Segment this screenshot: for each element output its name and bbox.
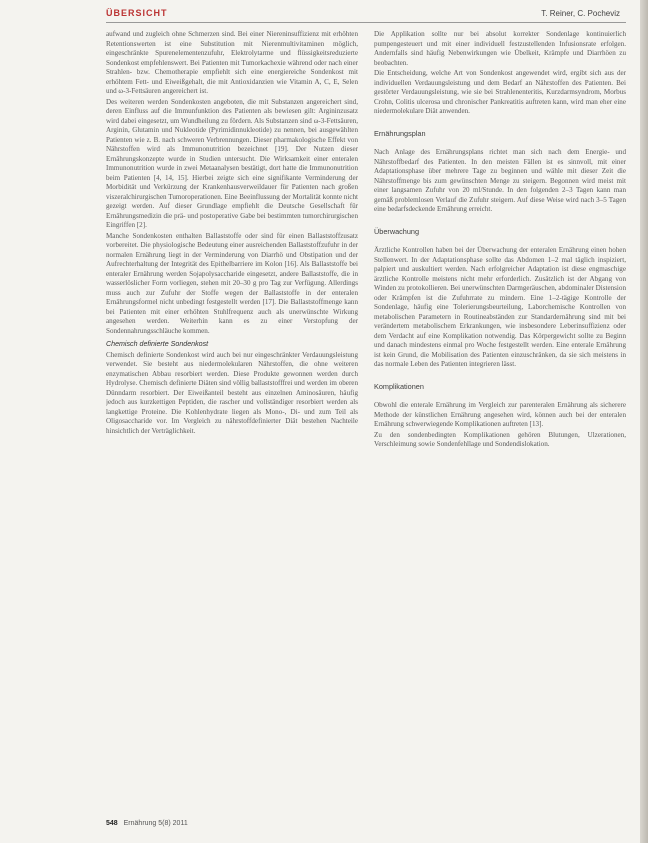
paragraph: Die Applikation sollte nur bei absolut korrekter Sondenlage kontinuierlich pumpengesteuert und mit einer individuell festzustellenden Infusionsrate erfolgen. Andernfalls sind häufig Nebenwirkungen wie Übelkeit, Krämpfe und Diarrhöen zu beobachten. — [374, 30, 626, 67]
italic-subheading: Chemisch definierte Sondenkost — [106, 340, 209, 348]
section-heading-komplikationen: Komplikationen — [374, 381, 424, 391]
section-heading-ueberwachung: Überwachung — [374, 226, 420, 236]
paragraph: Ärztliche Kontrollen haben bei der Überwachung der enteralen Ernährung einen hohen Stellenwert. In der Adaptationsphase sollte das Abdomen 1–2 mal täglich inspiziert, palpiert und auskultiert werden. Nach erfolgreicher Adaptation ist diese engmaschige ärztliche Kontrolle meistens nicht mehr erforderlich. Zusätzlich ist der Abgang von Winden zu protokollieren. Bei unerwünschten Darmgeräuschen, abdominaler Distension oder Krämpfen ist die Zufuhrrate zu mindern. Eine 1–2-tägige Kontrolle der Sondenlage, häufig eine Tolerierungsbeurteilung, Laborchemische Kontrollen von metabolischen Parametern in Routineabständen zur Standardernährung sind mit bei verändertem metabolischem Erkrankungen, wie insbesondere Leberinsuffizienz oder dem Verdacht auf eine Komplikation notwendig. Das Körpergewicht sollte zu Beginn und danach mindestens einmal pro Woche festgestellt werden. Eine enterale Ernährung ist kein Grund, die Mobilisation des Patienten einzuschränken, da sie sich meistens in das normale Leben des Patienten integrieren lässt. — [374, 246, 626, 368]
paragraph: aufwand und zugleich ohne Schmerzen sind. Bei einer Niereninsuffizienz mit erhöhten Retentionswerten ist eine Substitution mit Nierenmultivitaminen möglich, eingeschränkte Spurenelementenzufuhr, Elektrolytarme und flüssigkeitsreduzierte Sondenkost empfehlenswert. Bei Patienten mit Tumorkachexie während oder nach einer Strahlen- bzw. Chemotherapie empfiehlt sich eine energiereiche Sondenkost mit erhöhtem Fett- und Eiweißgehalt, die mit Antioxidanzien wie Vitamin A, C, E, Selen und ω-3-Fettsäuren angereichert ist. — [106, 30, 358, 95]
page-footer — [106, 820, 188, 827]
page-edge-shadow — [640, 0, 648, 843]
left-column — [106, 30, 358, 805]
paragraph: Chemisch definierte Sondenkost wird auch bei nur eingeschränkter Verdauungsleistung verwendet. Sie besteht aus niedermolekularen Nährstoffen, die ohne weiteren enzymatischen Abbau resorbiert werden. Diese Produkte gewonnen werden durch Hydrolyse. Chemisch definierte Diäten sind völlig ballaststofffrei und werden im oberen Dünndarm resorbiert. Der Eiweißanteil besteht aus einzelnen Aminosäuren, häufig jedoch aus kurzkettigen Peptiden, die rascher und vollständiger resorbiert werden als langkettige Proteine. Die Kohlenhydrate liegen als Mono-, Di- und zum Teil als Oligosaccharide vor. Im Vergleich zu nährstoffdefinierter Diät bestehen Nachteile hinsichtlich der Verträglichkeit. — [106, 350, 358, 435]
running-head-authors: T. Reiner, C. Pocheviz — [541, 9, 620, 18]
page-number: 548 — [106, 820, 118, 827]
section-heading-ernaehrungsplan: Ernährungsplan — [374, 128, 426, 138]
paragraph: Des weiteren werden Sondenkosten angeboten, die mit Substanzen angereichert sind, deren Einfluss auf die Immunfunktion des Patienten als bewiesen gilt: Argininzusatz wird dabei eingesetzt, um Wundheilung zu fördern. Als Substanzen sind ω-3-Fettsäuren, Arginin, Glutamin und Nukleotide (Pyrimidinnukleotide) zu nennen, bei ausgewählten Patienten wie z. B. nach schweren Verbrennungen. Dieser pharmakologische Effekt von Nährstoffen wird als Immunonutrition bezeichnet [19]. Der Nutzen dieser Ernährungskonzepte wurde in Studien untersucht. Die Wirksamkeit einer enteralen Immunonutrition wurde in zwei Metaanalysen bestätigt, dort hatte die Immunonutrition beim Patienten [4, 14, 15]. Hierbei zeigte sich eine signifikante Verminderung der Morbidität und Verkürzung der Krankenhausverweildauer für Patienten nach großen viszeralchirurgischen Tumoroperationen. Eine Beeinflussung der Mortalität konnte nicht gezeigt werden. Auf dieser Grundlage empfiehlt die Deutsche Gesellschaft für Ernährungsmedizin die prä- und postoperative Gabe bei bestimmten tumorchirurgischen Eingriffen [2]. — [106, 97, 358, 229]
paragraph: Manche Sondenkosten enthalten Ballaststoffe oder sind für einen Ballaststoffzusatz vorbereitet. Die physiologische Bedeutung einer ausreichenden Ballaststoffzufuhr in der normalen Ernährung liegt in der Verminderung von Diarrhö und Obstipation und der Aufrechterhaltung der Integrität des Epithelbarriere im Kolon [16]. Als Ballaststoffe bei enteraler Ernährung werden Sojapolysaccharide eingesetzt, andere Ballaststoffe, die in wasserlöslicher Form vorliegen, stehen mit 20–30 g pro Tag zur Verfügung. Allerdings muss auch zur Zufuhr der Stoffe wegen der Ballaststoffe in der enteralen Ernährungsformel nicht unbedingt festgestellt werden [17]. Die Ballaststoffmenge kann bei Patienten mit einer erhöhten Stuhlfrequenz auch als unerwünschte Wirkung angesehen werden. Weiterhin kann es zu einer Verstopfung der Sondennahrungsschläuche kommen. — [106, 231, 358, 335]
paragraph: Nach Anlage des Ernährungsplans richtet man sich nach dem Energie- und Nährstoffbedarf des Patienten. In den meisten Fällen ist es sinnvoll, mit einer Adaptationsphase über mehrere Tage zu beginnen und wähle mit dieser Zeit die Nährstoffmenge bis zum gewünschten Menge zu steigern. Begonnen wird meist mit einer langsamen Zufuhr von 20 ml/Stunde. In den folgenden 2–3 Tagen kann man gemäß problemlosen Verlauf die Zufuhr steigern. Auf diese Weise wird nach 3–5 Tagen eine bedarfsdeckende Ernährung erreicht. — [374, 148, 626, 213]
paragraph: Zu den sondenbedingten Komplikationen gehören Blutungen, Ulzerationen, Verschleimung sowie Sondenfehllage und Sondendislokation. — [374, 430, 626, 448]
header-rule — [106, 22, 626, 23]
section-label: ÜBERSICHT — [106, 8, 168, 18]
paragraph: Die Entscheidung, welche Art von Sondenkost angewendet wird, ergibt sich aus der individuellen Verdauungsleistung und dem Bedarf an Nährstoffen des Patienten. Bei gestörter Verdauungsleistung, wie sie bei Strahlenenteritis, Kurzdarmsyndrom, Morbus Crohn, Colitis ulcerosa und chronischer Pankreatitis auftreten kann, wird man eher eine niedermolekulare Diät anwenden. — [374, 69, 626, 115]
right-column — [374, 30, 626, 820]
paragraph: Obwohl die enterale Ernährung im Vergleich zur parenteralen Ernährung als sicherere Methode der künstlichen Ernährung angesehen wird, können auch bei der enteralen Ernährung schwerwiegende Komplikationen auftreten [13]. — [374, 401, 626, 428]
journal-reference: Ernährung 5(8) 2011 — [123, 820, 188, 827]
